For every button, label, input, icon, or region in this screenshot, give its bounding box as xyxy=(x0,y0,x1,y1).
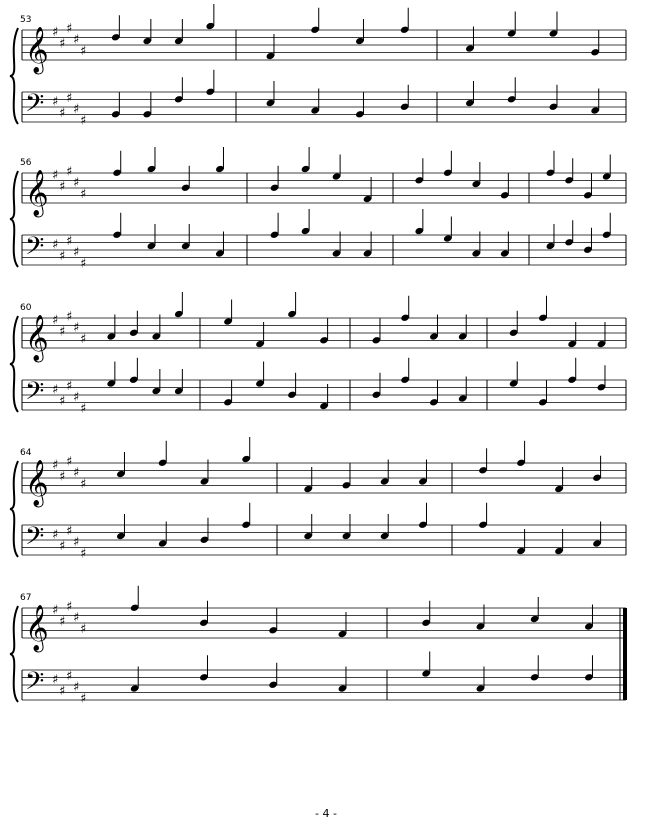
sharp-icon: ♯ xyxy=(59,538,66,554)
sharp-icon: ♯ xyxy=(80,691,87,707)
sharp-icon: ♯ xyxy=(73,465,80,481)
sharp-icon: ♯ xyxy=(59,683,66,699)
sharp-icon: ♯ xyxy=(59,248,66,264)
treble-clef-icon: 𝄞 xyxy=(25,27,49,73)
sharp-icon: ♯ xyxy=(66,668,73,684)
system xyxy=(10,437,626,561)
bass-clef-icon: 𝄢 xyxy=(25,377,45,412)
bass-clef-icon: 𝄢 xyxy=(25,667,45,702)
bass-staff xyxy=(22,232,626,271)
page-number: - 4 - xyxy=(315,807,337,820)
sharp-icon: ♯ xyxy=(80,256,87,272)
sharp-icon: ♯ xyxy=(73,610,80,626)
system xyxy=(10,147,626,271)
measure-number: 67 xyxy=(20,593,32,603)
treble-clef-icon: 𝄞 xyxy=(25,315,49,361)
sharp-icon: ♯ xyxy=(52,237,59,253)
treble-clef-icon: 𝄞 xyxy=(25,170,49,216)
sharp-icon: ♯ xyxy=(59,393,66,409)
sharp-icon: ♯ xyxy=(66,233,73,249)
sharp-icon: ♯ xyxy=(52,527,59,543)
brace-icon xyxy=(10,461,18,557)
sharp-icon: ♯ xyxy=(73,175,80,191)
brace-icon xyxy=(10,316,18,412)
sharp-icon: ♯ xyxy=(80,331,87,347)
bass-staff xyxy=(22,522,626,561)
sharp-icon: ♯ xyxy=(73,320,80,336)
sharp-icon: ♯ xyxy=(52,313,59,328)
sharp-icon: ♯ xyxy=(52,672,59,688)
sharp-icon: ♯ xyxy=(52,94,59,110)
bass-clef-icon: 𝄢 xyxy=(25,89,45,124)
sharp-icon: ♯ xyxy=(66,454,73,470)
sharp-icon: ♯ xyxy=(80,186,87,202)
bass-staff xyxy=(22,667,626,706)
bass-clef-icon: 𝄢 xyxy=(25,522,45,557)
sharp-icon: ♯ xyxy=(73,680,80,695)
sharp-icon: ♯ xyxy=(80,621,87,637)
sharp-icon: ♯ xyxy=(66,378,73,394)
sharp-icon: ♯ xyxy=(80,476,87,492)
sharp-icon: ♯ xyxy=(52,458,59,473)
brace-icon xyxy=(10,606,18,702)
treble-staff xyxy=(22,164,626,218)
bass-clef-icon: 𝄢 xyxy=(25,232,45,267)
sharp-icon: ♯ xyxy=(52,168,59,183)
sharp-icon: ♯ xyxy=(52,382,59,398)
sharp-icon: ♯ xyxy=(73,245,80,260)
sharp-icon: ♯ xyxy=(73,102,80,117)
sharp-icon: ♯ xyxy=(73,390,80,405)
sharp-icon: ♯ xyxy=(66,21,73,37)
sharp-icon: ♯ xyxy=(52,603,59,618)
sharp-icon: ♯ xyxy=(66,164,73,180)
treble-staff xyxy=(22,599,626,653)
sharp-icon: ♯ xyxy=(59,614,66,630)
treble-clef-icon: 𝄞 xyxy=(25,605,49,651)
bass-staff xyxy=(22,89,626,128)
sharp-icon: ♯ xyxy=(80,401,87,417)
system xyxy=(10,292,626,416)
sharp-icon: ♯ xyxy=(80,43,87,59)
treble-staff xyxy=(22,454,626,508)
sharp-icon: ♯ xyxy=(52,25,59,40)
measure-number: 53 xyxy=(20,15,32,25)
sharp-icon: ♯ xyxy=(66,309,73,325)
sharp-icon: ♯ xyxy=(59,469,66,485)
sharp-icon: ♯ xyxy=(66,523,73,539)
sharp-icon: ♯ xyxy=(59,36,66,52)
sharp-icon: ♯ xyxy=(73,535,80,550)
system xyxy=(10,586,627,707)
measure-number: 64 xyxy=(20,448,32,458)
sharp-icon: ♯ xyxy=(66,599,73,615)
final-barline-icon xyxy=(623,608,627,700)
sharp-icon: ♯ xyxy=(80,113,87,129)
sharp-icon: ♯ xyxy=(80,546,87,562)
sharp-icon: ♯ xyxy=(59,105,66,121)
sharp-icon: ♯ xyxy=(59,324,66,340)
brace-icon xyxy=(10,171,18,267)
system xyxy=(10,4,626,128)
sharp-icon: ♯ xyxy=(66,90,73,106)
brace-icon xyxy=(10,28,18,124)
measure-number: 60 xyxy=(20,303,32,313)
sharp-icon: ♯ xyxy=(59,179,66,195)
treble-clef-icon: 𝄞 xyxy=(25,460,49,506)
treble-staff xyxy=(22,21,626,75)
measure-number: 56 xyxy=(20,158,32,168)
sharp-icon: ♯ xyxy=(73,32,80,48)
